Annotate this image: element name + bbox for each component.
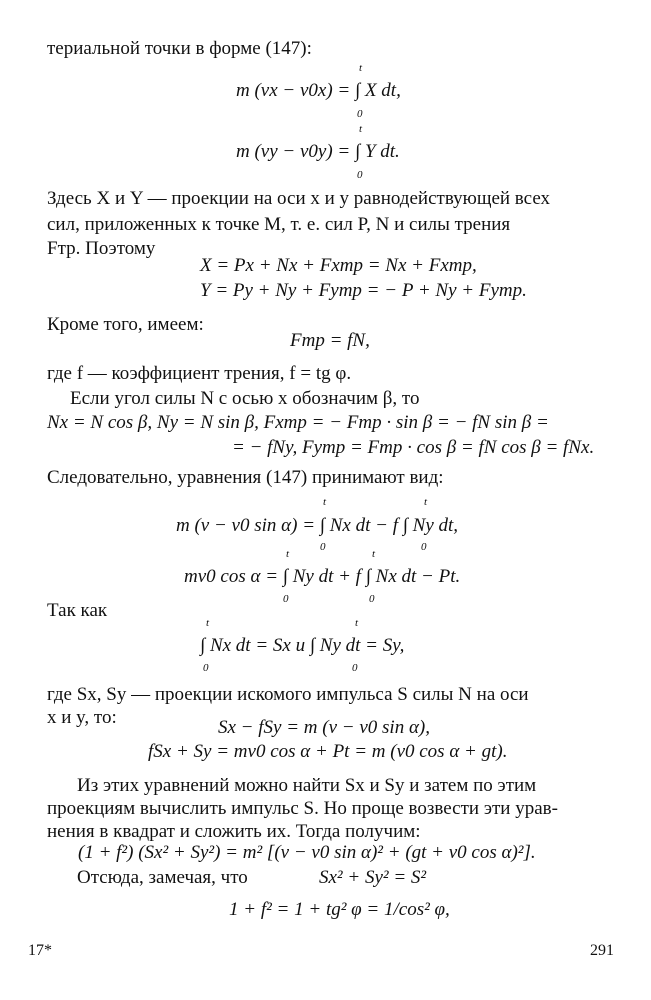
text-line-10: где Sx, Sy — проекции искомого импульса S силы N на оси	[47, 684, 529, 705]
equation-1: m (vx − v0x) = ∫ X dt,	[236, 80, 401, 101]
equation-3: X = Px + Nx + Fxтр = Nx + Fxтр,	[200, 255, 477, 276]
text-line-5: Кроме того, имеем:	[47, 314, 204, 335]
upper-limit: t	[359, 62, 363, 74]
equation-5: Fтр = fN,	[290, 330, 370, 351]
upper-limit: t	[323, 496, 327, 508]
lower-limit: 0	[421, 541, 427, 553]
lower-limit: 0	[283, 593, 289, 605]
lower-limit: 0	[357, 108, 363, 120]
equation-7: = − fNy, Fyтр = Fтр · cos β = fN cos β = fNx.	[232, 437, 595, 458]
equation-11: Sx − fSy = m (v − v0 sin α),	[218, 717, 430, 738]
upper-limit: t	[424, 496, 428, 508]
upper-limit: t	[359, 123, 363, 135]
text-line-6: где f — коэффициент трения, f = tg φ.	[47, 363, 352, 384]
text-line-8: Следовательно, уравнения (147) принимают вид:	[47, 467, 444, 488]
text-line-7: Если угол силы N с осью x обозначим β, то	[70, 388, 420, 409]
text-line-1: териальной точки в форме (147):	[47, 38, 312, 59]
equation-13: (1 + f²) (Sx² + Sy²) = m² [(v − v0 sin α)² + (gt + v0 cos α)²].	[78, 842, 536, 863]
equation-2: m (vy − v0y) = ∫ Y dt.	[236, 141, 400, 162]
upper-limit: t	[286, 548, 290, 560]
text-line-12: Из этих уравнений можно найти Sx и Sy и затем по этим	[77, 775, 537, 796]
text-line-11: x и y, то:	[47, 707, 117, 728]
equation-8: m (v − v0 sin α) = ∫ Nx dt − f ∫ Ny dt,	[176, 515, 459, 536]
equation-12: fSx + Sy = mv0 cos α + Pt = m (v0 cos α + gt).	[148, 741, 508, 762]
lower-limit: 0	[320, 541, 326, 553]
equation-15: 1 + f² = 1 + tg² φ = 1/cos² φ,	[229, 899, 450, 920]
text-line-9: Так как	[47, 600, 108, 621]
upper-limit: t	[355, 617, 359, 629]
equation-10: ∫ Nx dt = Sx и ∫ Ny dt = Sy,	[200, 635, 405, 656]
text-line-15: Отсюда, замечая, что	[77, 867, 248, 888]
equation-4: Y = Py + Ny + Fyтр = − P + Ny + Fyтр.	[200, 280, 527, 301]
text-line-13: проекциям вычислить импульс S. Но проще возвести эти урав-	[47, 798, 558, 819]
upper-limit: t	[206, 617, 210, 629]
text-line-14: нения в квадрат и сложить их. Тогда получим:	[47, 821, 421, 842]
upper-limit: t	[372, 548, 376, 560]
lower-limit: 0	[369, 593, 375, 605]
lower-limit: 0	[357, 169, 363, 181]
equation-9: mv0 cos α = ∫ Ny dt + f ∫ Nx dt − Pt.	[184, 566, 461, 587]
lower-limit: 0	[203, 662, 209, 674]
equation-14: Sx² + Sy² = S²	[319, 867, 427, 888]
equation-6: Nx = N cos β, Ny = N sin β, Fxтр = − Fтр · sin β = − fN sin β =	[47, 412, 549, 433]
lower-limit: 0	[352, 662, 358, 674]
text-line-2: Здесь X и Y — проекции на оси x и y равнодействующей всех	[47, 188, 551, 209]
signature-mark: 17*	[28, 942, 52, 959]
text-line-4: Fтр. Поэтому	[47, 238, 156, 259]
text-line-3: сил, приложенных к точке M, т. е. сил P, N и силы трения	[47, 214, 511, 235]
page-number: 291	[590, 942, 614, 959]
